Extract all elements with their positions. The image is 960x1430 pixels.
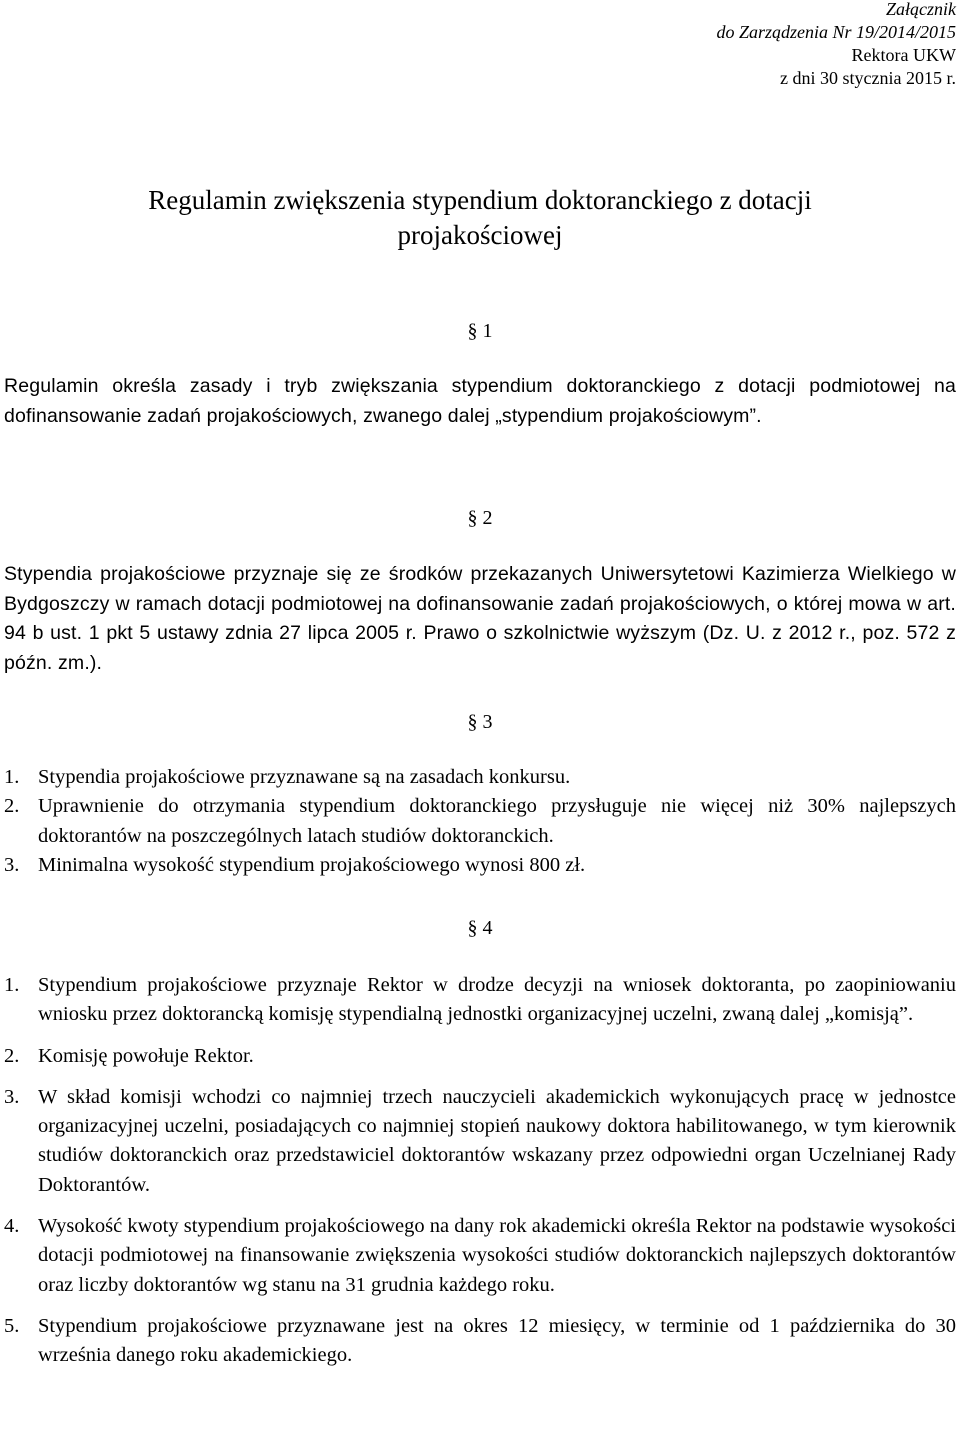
title-line-1: Regulamin zwiększenia stypendium doktoranckiego z dotacji <box>148 185 812 215</box>
header-line-rector: Rektora UKW <box>851 45 956 65</box>
list-item-text: Stypendium projakościowe przyznaje Rektor w drodze decyzji na wniosek doktoranta, po zaopiniowaniu wniosku przez doktorancką komisję stypendialną jednostki organizacyjnej uczelni, zwaną dalej „komisją”. <box>38 974 956 1026</box>
list-item-text: Wysokość kwoty stypendium projakościowego na dany rok akademicki określa Rektor na podstawie wysokości dotacji podmiotowej na finansowanie zwiększenia wysokości studiów doktoranckich najlepszych doktorantów oraz liczby doktorantów wg stanu na 31 grudnia każdego roku. <box>38 1215 956 1296</box>
section-2-text: Stypendia projakościowe przyznaje się ze środków przekazanych Uniwersytetowi Kazimierza Wielkiego w Bydgoszczy w ramach dotacji podmiotowej na dofinansowanie zadań projakościowych, o której mowa w art. 94 b ust. 1 pkt 5 ustawy zdnia 27 lipca 2005 r. Prawo o szkolnictwie wyższym (Dz. U. z 2012 r., poz. 572 z późn. zm.). <box>4 563 956 674</box>
document-title <box>4 183 956 253</box>
header-line-date: z dni 30 stycznia 2015 r. <box>780 68 956 88</box>
list-item-number: 2. <box>4 1044 20 1067</box>
list-item <box>4 792 956 851</box>
section-3-list <box>4 763 956 880</box>
list-item <box>4 763 956 792</box>
header-line-attachment: Załącznik <box>886 0 956 19</box>
list-item-text: Stypendium projakościowe przyznawane jest na okres 12 miesięcy, w terminie od 1 października do 30 września danego roku akademickiego. <box>38 1314 956 1367</box>
list-item <box>4 1042 956 1071</box>
list-item-text: Uprawnienie do otrzymania stypendium doktoranckiego przysługuje nie więcej niż 30% najlepszych doktorantów na poszczególnych latach studiów doktoranckich. <box>38 795 956 847</box>
list-item-number: 3. <box>4 1085 20 1108</box>
list-item-number: 2. <box>4 795 20 818</box>
section-mark-4: § 4 <box>467 917 493 939</box>
title-line-2: projakościowej <box>397 220 563 250</box>
list-item-number: 1. <box>4 974 20 996</box>
list-item-text: W skład komisji wchodzi co najmniej trzech nauczycieli akademickich wykonujących pracę w jednostce organizacyjnej uczelni, posiadających co najmniej stopień naukowy doktora habilitowanego, w tym kierownik studiów doktoranckich oraz przedstawiciel doktorantów wskazany przez odpowiedni organ Uczelnianej Rady Doktorantów. <box>38 1085 956 1196</box>
list-item <box>4 851 956 880</box>
list-item <box>4 1312 956 1371</box>
section-mark-3: § 3 <box>467 711 493 733</box>
list-item-number: 1. <box>4 766 20 788</box>
list-item <box>4 1212 956 1300</box>
attachment-header <box>716 0 956 90</box>
section-1-text: Regulamin określa zasady i tryb zwiększania stypendium doktoranckiego z dotacji podmiotowej na dofinansowanie zadań projakościowych, zwanego dalej „stypendium projakościowym”. <box>4 375 956 427</box>
section-mark-2: § 2 <box>467 507 493 529</box>
section-4-list <box>4 971 956 1371</box>
list-item-text: Stypendia projakościowe przyznawane są na zasadach konkursu. <box>38 766 571 788</box>
list-item <box>4 971 956 1030</box>
section-mark-1: § 1 <box>467 320 493 342</box>
list-item-text: Komisję powołuje Rektor. <box>38 1044 254 1067</box>
list-item <box>4 1083 956 1200</box>
list-item-number: 4. <box>4 1215 20 1238</box>
list-item-number: 5. <box>4 1314 20 1337</box>
list-item-number: 3. <box>4 853 20 876</box>
list-item-text: Minimalna wysokość stypendium projakościowego wynosi 800 zł. <box>38 853 586 876</box>
header-line-ordinance: do Zarządzenia Nr 19/2014/2015 <box>716 22 956 42</box>
